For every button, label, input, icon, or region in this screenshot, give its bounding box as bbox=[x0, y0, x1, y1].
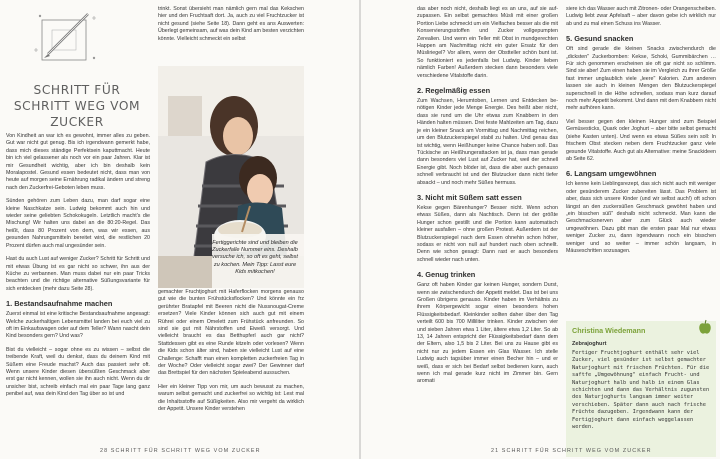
intro-paragraph-3: Hast du auch Lust auf weniger Zucker? Schritt für Schritt und mit etwas Übung ist es gar nicht so schwer, ihn aus der Küche zu verbannen. Man muss dabei nur ein paar Tricks beachten und die richtige alternative Süßungsvariante für sich entdecken (mehr dazu Seite 28). bbox=[6, 256, 150, 292]
left-page bbox=[0, 0, 359, 459]
intro-paragraph-1: Von Kindheit an war ich es gewohnt, immer alles zu geben. Gut war nicht gut genug. Bis ich irgendwann gemerkt habe, dass mich dieses ständige Perfektsein kaputtmacht. Heute bin ich viel gelassener als noch vor ein paar Jahren. Klar ist mir Gesundheit wichtig, aber ich bin deshalb kein Moralapostel. Gesund essen bedeutet nicht, dass man von heute auf morgen seine Ernährung radikal ändern und streng nach den Zuckerfrei-Geboten leben muss. bbox=[6, 133, 150, 191]
column2-paragraph-2: Hier ein kleiner Tipp von mir, um auch bewusst zu machen, warum selbst gemacht und zuckerfrei so wichtig ist: Lest mal die Inhaltsstoffe auf Süßigkeiten. Also mir vergeht da wirklich der Appetit. Unsere Kinder verstehen bbox=[158, 383, 304, 413]
tip-box-heading: Christina Wiedemann bbox=[572, 326, 646, 335]
pencil-badge-icon bbox=[26, 10, 106, 66]
page-title: SCHRITT FÜR SCHRITT WEG VOM ZUCKER bbox=[13, 83, 141, 129]
left-column-1 bbox=[6, 133, 150, 405]
tip-box bbox=[566, 321, 716, 457]
intro-paragraph-2: Sünden gehören zum Leben dazu, man darf sogar eine kleine Naschkatze sein. Ludwig bekommt auch hin und wieder seine geliebten Schokokugeln. Letztlich macht's die Mischung! Wir halten uns dabei an die 80:20-Regel. Das heißt, dass 80 Prozent von dem, was wir essen, aus gesunden Nahrungsmitteln bereitet wird, die restlichen 20 Prozent dürfen auch mal ungesünder sein. bbox=[6, 198, 150, 249]
right-col1-top-text: das aber noch nicht, deshalb liegt es an uns, auf sie aufzupassen. Ein selbst gemachtes Müsli mit einer großen Portion Liebe schmeckt um ein Vielfaches besser als die mit Konservierungsstoffen und Zucker vollgepumpten Zerealien. Und wenn ein Teller mit Obst in mundgerechten Happen am Nachmittag nicht ein guter Ersatz für den Müsliriegel? Vor allem, wenn der Obstteller schön bunt ist. So funktioniert es jedenfalls bei Ludwig. Kinder lieben nämlich Farben! Außerdem stecken dann besonders viele verschiedene Vitalstoffe darin. bbox=[417, 6, 558, 79]
column2-paragraph-1: gemachter Fruchtjoghurt mit Haferflocken morgens genauso gut wie die bunten Frühstücksflocken? Und könnte ein frz gerührter Bratapfel mit Beeren nicht die Nussnougat-Creme ersetzen? Viele Kinder können sich auch gut mit einem Rührei oder einem Omelett zum Frühstück anfreunden. So sind sie gut mit Nährstoffen und Eiweiß versorgt. Und vielleicht braucht es das Betthupferl auch gar nicht? Stattdessen gibt es eine Runde kitzeln oder vorlesen? Wenn die Kids schon älter sind, haben sie vielleicht Lust auf eine Challenge: Schafft man einen kompletten zuckerfreien Tag in der Woche? Oder vielleicht sogar zwei? Der Gewinner darf das Brettspiel für den nächsten Spieleabend aussuchen. bbox=[158, 289, 304, 377]
section-heading-4: 4. Genug trinken bbox=[417, 270, 476, 280]
section5-paragraph-2: Viel besser gegen den kleinen Hunger sind zum Beispiel Gemüsesticks, Quark oder Joghurt – aber bitte selbst gemacht (siehe Kasten unten). Und wenn es etwas Süßes sein soll: In frischem Obst stecken neben dem Fruchtzucker ganz viele gesunde Vitalstoffe. Auch gut als Alternative: meine Snackideen ab Seite 62. bbox=[566, 118, 716, 162]
right-footer: 21 SCHRITT FÜR SCHRITT WEG VOM ZUCKER bbox=[491, 448, 652, 454]
section4-paragraph-1: Ganz oft haben Kinder gar keinen Hunger, sondern Durst, wenn sie zwischendurch der Appetit meldet. Das ist bei uns Großen übrigens genauso. Kinder haben im Verhältnis zu ihrem Körpergewicht sogar einen besonders hohen Flüssigkeitsbedarf. Kleinkinder sollten daher über den Tag verteilt 600 bis 700 Milliliter trinken. Kinder zwischen vier und sieben Jahren etwa 1 Liter, ältere etwa 1,2 Liter. So ab 13, 14 Jahren entspricht der Flüssigkeitsbedarf dann dem der Eltern, also 1,5 bis 2 Liter. Bei uns zu Hause gibt es nicht nur zu jedem Essen ein Glas Wasser. Ich stelle Ludwig auch tagsüber immer einen Becher hin – und er weiß, dass er sich bei Bedarf selbst bedienen kann, auch wenn ich mal gerade kurz nicht im Zimmer bin. Gern aromati bbox=[417, 282, 558, 385]
left-column-2-bottom bbox=[158, 289, 304, 420]
apple-icon bbox=[698, 319, 712, 335]
tip-box-text: Fertiger Fruchtjoghurt enthält sehr viel Zucker, viel gesünder ist selbst gemachter Naturjoghurt mit frischen Früchten. Für die saftfe „Umgewöhnung" einfach Frucht- und Naturjoghurt halb und halb in einem Glas schichten und dann das Verhältnis zugunsten des Naturjoghurts langsam immer weiter verschieben. Später dann auch nach frische Früchte dazugeben. Irgendwann kann der Fertigjoghurt dann einfach weggelassen werden. bbox=[572, 350, 710, 431]
right-column-1 bbox=[417, 6, 558, 392]
section2-paragraph-1: Zum Wachsen, Herumtoben, Lernen und Entdecken benötigen Kinder jede Menge Energie. Des heißt aber nicht, dass sie rund um die Uhr etwas zum Knabbern in den Händen halten müssen. Drei feste Mahlzeiten am Tag, dazu je ein kleiner Snack am Vormittag und Nachmittag reichen, um den Blutzuckerspiegel stabil zu halten. Und genau das ist wichtig, wenn Heißhunger keine Chance haben soll. Das Tückische an Heißhungerattacken ist ja, dass man gerade dann besonders viel Lust auf Zucker hat, weil der schnell Energie gibt. Noch blöder ist, dass die aber auch genauso schnell verbraucht ist und der Blutzucker dann nicht tiefer absackt – und noch mehr Süßes hermuss. bbox=[417, 98, 558, 186]
section1-paragraph-2: Bist du vielleicht – sogar ohne es zu wissen – selbst die treibende Kraft, weil du denkst, dass du deinem Kind mit Süßem eine Freude machst? Auch das passiert sehr oft. Wenn unsere Kinder diesen übersüßten Geschmack aber erst gar nicht kennen, wollen sie ihn auch nicht. Wenn du dir unsicher bist, schreib einfach mal ein paar Tage lang ganz penibel auf, was dein Kind den Tag über so ist und bbox=[6, 346, 150, 398]
right-col2-top-text: siere ich das Wasser auch mit Zitronen- oder Orangenscheiben. Ludwig liebt zwar Apfelsaft – aber davon gebe ich wirklich nur ab und zu mal einen Schuss ins Wasser. bbox=[566, 6, 716, 27]
section5-paragraph-1: Oft sind gerade die kleinen Snacks zwischendurch die „dicksten" Zuckerbomben: Kekse, Schoki, Gummibärchen … Für sich genommen erscheinen sie oft gar nicht so schlimm. Sind sie aber! Zum einen haben sie im Vergleich zu ihrer Größe fast immer unglaublich viele „leere" Kalorien. Zum anderen lassen sie auch in kleinen Mengen den Blutzuckerspiegel superschnell in die Höhe schnellen, sodass man kurz darauf noch mehr Appetit bekommt. Und dann mit dem Knabbern nicht mehr aufhören kann. bbox=[566, 46, 716, 112]
tip-box-subheading: Zebrajoghurt bbox=[572, 341, 607, 347]
left-column-2-top bbox=[158, 6, 304, 49]
section-heading-3: 3. Nicht mit Süßem satt essen bbox=[417, 192, 522, 202]
section-heading-5: 5. Gesund snacken bbox=[566, 34, 634, 44]
section-heading-1: 1. Bestandsaufnahme machen bbox=[6, 299, 113, 309]
section3-paragraph-1: Kekse gegen Bärenhunger? Besser nicht. Wenn schon etwas Süßes, dann als Nachtisch. Denn ist der größte Hunger schon gestillt und die Portion kann automatisch kleiner ausfallen – ohne großen Protest. Außerdem ist der Blutzuckerspiegel nach dem Essen ohnehin schon höher, sodass er nicht von null auf hundert nach oben schnellt. Denn wie schon gesagt: Dann rast er auch besonders schnell wieder nach unten. bbox=[417, 204, 558, 263]
column2-top-text: trinkt. Sonst übersieht man nämlich gern mal das Kekschen hier und den Fruchtsaft dort. Ja, auch zu viel Fruchtzucker ist nicht gesund (siehe Seite 18). Dann geht es ans Auswerten: Überlegt gemeinsam, auf was dein Kind am besten verzichten könnte. Vielleicht schmeckt ein selbst bbox=[158, 6, 304, 42]
section6-paragraph-1: Ich kenne kein Lieblingsrezept, das sich nicht auch mit weniger oder gesünderem Zucker zubereiten lässt. Das Problem ist aber, dass sich unsere Kinder (und wir selbst auch!) oft schon längst an den zuckersüßen Geschmack gewöhnt haben und „ein bisschen süß" deshalb nicht schmeckt. Man kann die Geschmacksnerven aber zum Glück auch wieder umgewöhnen. Dazu gibt man die ersten paar Mal nur etwas weniger Zucker zu, dann irgendwann noch ein bisschen weniger und so weiter – immer schön langsam, in Mäuseschritten sozusagen. bbox=[566, 181, 716, 254]
right-page bbox=[361, 0, 720, 459]
left-footer: 28 SCHRITT FÜR SCHRITT WEG VOM ZUCKER bbox=[100, 448, 261, 454]
section-heading-2: 2. Regelmäßig essen bbox=[417, 86, 491, 96]
section-heading-6: 6. Langsam umgewöhnen bbox=[566, 169, 657, 179]
right-column-2 bbox=[566, 6, 716, 261]
photo-caption: Fertiggerichte sind und bleiben die Zuckerfalle Nummer eins. Deshalb versuche ich, so oft es geht, selbst zu kochen. Mein Tipp: Lasst eure Kids mitkochen! bbox=[212, 240, 298, 275]
section1-paragraph-1: Zuerst einmal ist eine kritische Bestandsaufnahme angesagt: Welche zuckerhaltigen Lebensmittel landen bei euch viel zu oft im Einkaufswagen oder auf dem Teller? Wann nascht dein Kind besonders gern? Und was? bbox=[6, 311, 150, 340]
